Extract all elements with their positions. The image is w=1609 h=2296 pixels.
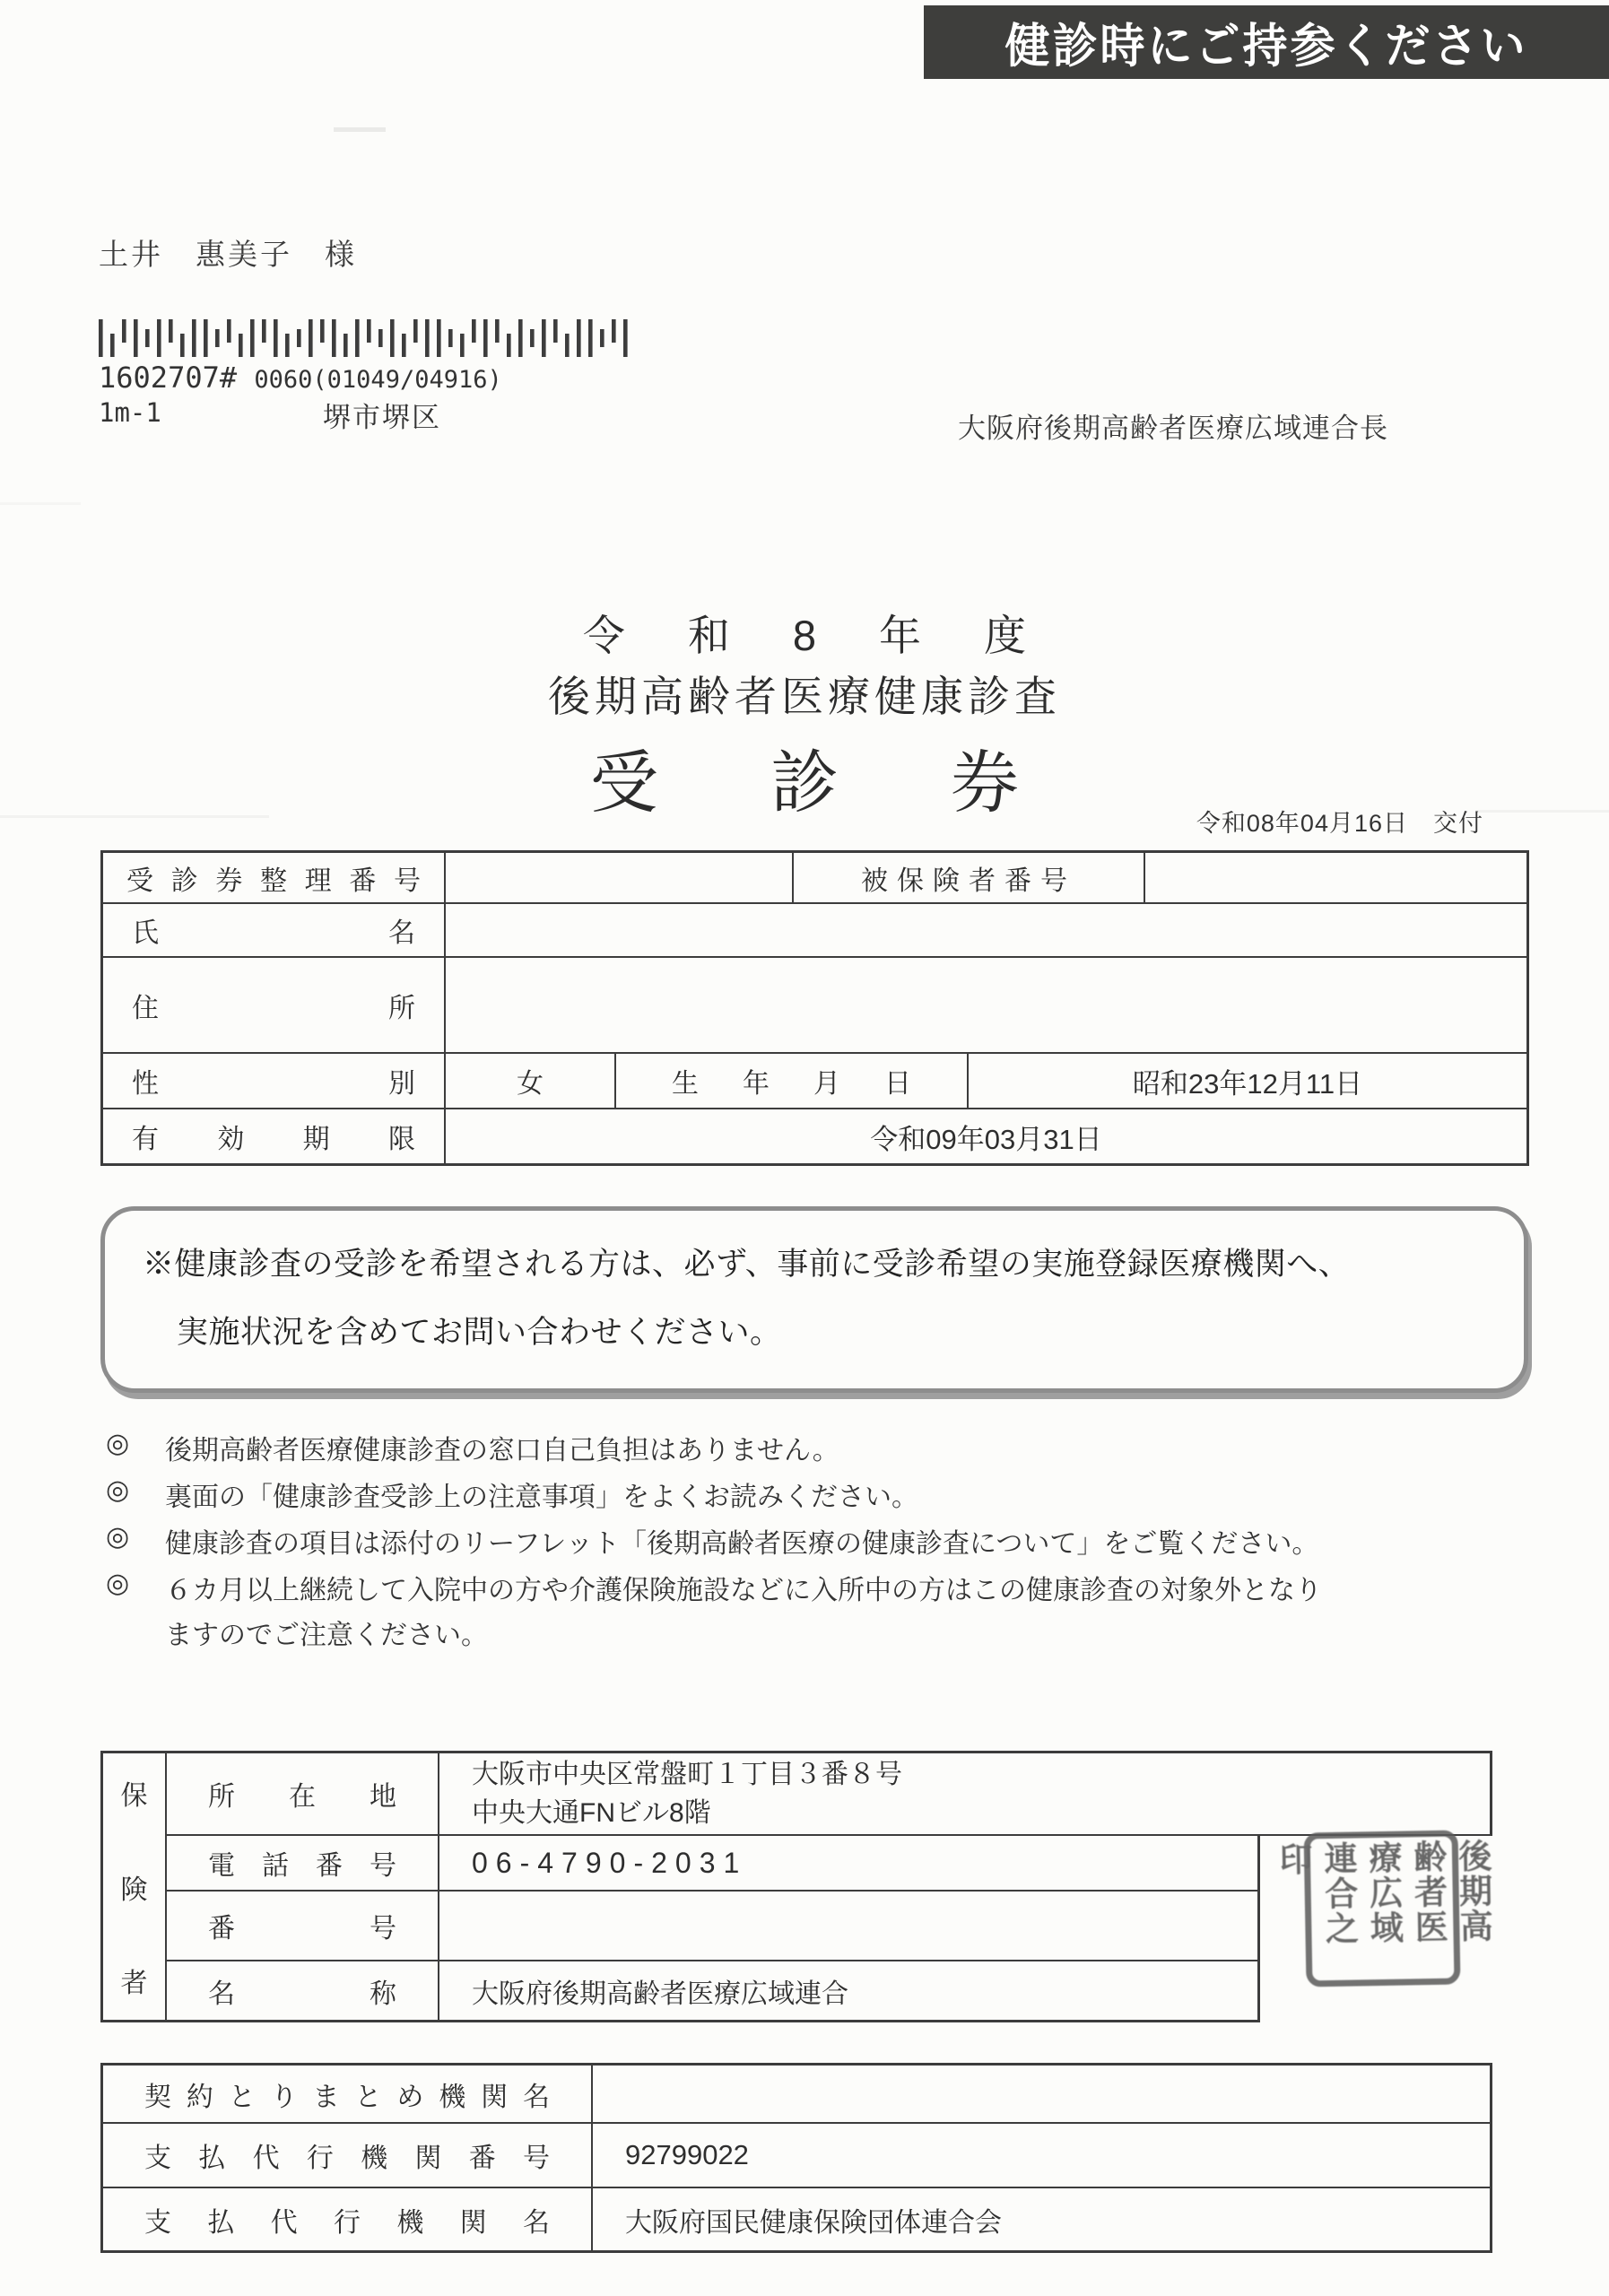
insurer-address-line2: 中央大通FNビル8階 bbox=[472, 1798, 711, 1828]
payment-agent-name-value: 大阪府国民健康保険団体連合会 bbox=[625, 2207, 1002, 2238]
ticket-number-label-cell bbox=[100, 850, 446, 904]
notice-line1: ※健康診査の受診を希望される方は、必ず、事前に受診希望の実施登録医療機関へ、 bbox=[143, 1247, 1351, 1282]
insured-number-label-cell bbox=[794, 850, 1145, 904]
payment-agent-name-label-cell bbox=[100, 2188, 593, 2253]
sex-value-cell bbox=[446, 1054, 616, 1109]
postal-barcode bbox=[99, 319, 637, 359]
insurer-side-char: 保 bbox=[120, 1781, 148, 1811]
payment-agent-number-value: 92799022 bbox=[625, 2139, 749, 2170]
birth-label-cell bbox=[616, 1054, 969, 1109]
sex-label-cell bbox=[100, 1054, 446, 1109]
scan-artifact bbox=[334, 127, 386, 132]
payment-agent-number-label: 支払代行機関番号 bbox=[144, 2144, 550, 2173]
insurer-number-label-cell bbox=[167, 1892, 439, 1961]
bullet-marker: ◎ bbox=[106, 1522, 130, 1552]
bullet-item bbox=[106, 1521, 1577, 1561]
insurer-phone-value-cell bbox=[439, 1836, 1260, 1892]
ticket-number-label: 受診券整理番号 bbox=[126, 865, 421, 896]
validity-value: 令和09年03月31日 bbox=[870, 1123, 1102, 1155]
banner-text: 健診時にご持参ください bbox=[1005, 19, 1528, 73]
title-fiscal-year: 令和8年度 bbox=[582, 612, 1090, 659]
notice-line2: 実施状況を含めてお問い合わせください。 bbox=[177, 1315, 782, 1350]
scan-artifact bbox=[0, 502, 81, 505]
bullet-text: 裏面の「健康診査受診上の注意事項」をよくお読みください。 bbox=[165, 1483, 918, 1512]
bullet-text: ６カ月以上継続して入院中の方や介護保険施設などに入所中の方はこの健康診査の対象外となり bbox=[165, 1576, 1322, 1605]
recipient-name: 土井 惠美子 様 bbox=[99, 238, 357, 271]
payment-agent-number-label-cell bbox=[100, 2124, 593, 2188]
insurer-number-value-cell bbox=[439, 1892, 1260, 1961]
mailing-code-main: 1602707# bbox=[99, 361, 238, 395]
ticket-number-value-cell bbox=[446, 850, 794, 904]
address-value-cell bbox=[446, 958, 1529, 1054]
birth-value: 昭和23年12月11日 bbox=[1132, 1067, 1363, 1100]
bullet-item bbox=[106, 1568, 1577, 1607]
mailing-code-line2: 1m-1 bbox=[99, 397, 161, 428]
payment-agent-name-label: 支払代行機関名 bbox=[144, 2207, 550, 2238]
name-label: 氏名 bbox=[132, 918, 415, 948]
seal-text: 後期高齢者医療広域連合之印 bbox=[1273, 1838, 1492, 1947]
bullet-item bbox=[106, 1428, 1577, 1467]
address-label-cell bbox=[100, 958, 446, 1054]
issue-date: 令和08年04月16日 交付 bbox=[1196, 810, 1483, 837]
name-label-cell bbox=[100, 904, 446, 958]
contract-agency-label-cell bbox=[100, 2063, 593, 2124]
bullet-text: 後期高齢者医療健康診査の窓口自己負担はありません。 bbox=[165, 1436, 839, 1465]
address-label: 住所 bbox=[132, 993, 415, 1023]
insurer-phone-label-cell bbox=[167, 1836, 439, 1892]
sex-value: 女 bbox=[517, 1069, 544, 1099]
title-voucher: 受診券 bbox=[590, 745, 1131, 822]
official-seal bbox=[1273, 1831, 1492, 1987]
insurer-address-value-cell bbox=[439, 1751, 1492, 1836]
insurer-side-char: 者 bbox=[120, 1969, 148, 1998]
insurer-address-label: 所在地 bbox=[208, 1782, 396, 1812]
insurer-phone-label: 電話番号 bbox=[208, 1851, 396, 1881]
birth-label: 生年月日 bbox=[672, 1069, 911, 1099]
bullet-marker: ◎ bbox=[106, 1569, 130, 1598]
validity-value-cell bbox=[446, 1109, 1529, 1166]
insurer-address-label-cell bbox=[167, 1751, 439, 1836]
insurer-name-value-cell bbox=[439, 1961, 1260, 2022]
mailing-code-sub: 0060(01049/04916) bbox=[254, 366, 502, 394]
name-value-cell bbox=[446, 904, 1529, 958]
bring-to-checkup-banner bbox=[924, 5, 1609, 79]
contract-agency-label: 契約とりまとめ機関名 bbox=[144, 2082, 550, 2112]
sex-label: 性別 bbox=[132, 1069, 415, 1099]
insured-number-label: 被保険者番号 bbox=[861, 865, 1076, 896]
validity-label: 有効期限 bbox=[132, 1125, 415, 1154]
payment-agent-name-value-cell bbox=[593, 2188, 1492, 2253]
insurer-name-label: 名称 bbox=[208, 1979, 396, 2009]
insured-number-value-cell bbox=[1145, 850, 1529, 904]
insurer-number-label: 番号 bbox=[208, 1914, 396, 1944]
insurer-address-line1: 大阪市中央区常盤町１丁目３番８号 bbox=[472, 1759, 902, 1789]
insurer-side-label-cell bbox=[100, 1751, 167, 2022]
bullet-item bbox=[106, 1474, 1577, 1514]
bullet-continuation: ますのでご注意ください。 bbox=[165, 1621, 488, 1650]
issuer-title: 大阪府後期高齢者医療広域連合長 bbox=[958, 413, 1388, 444]
mailing-ward: 堺市堺区 bbox=[323, 402, 441, 433]
bullet-marker: ◎ bbox=[106, 1475, 130, 1505]
title-program: 後期高齢者医療健康診査 bbox=[548, 673, 1061, 720]
contract-agency-value-cell bbox=[593, 2063, 1492, 2124]
birth-value-cell bbox=[969, 1054, 1529, 1109]
notice-box bbox=[100, 1206, 1528, 1393]
insurer-phone-value: 06-4790-2031 bbox=[472, 1846, 748, 1879]
payment-agent-number-value-cell bbox=[593, 2124, 1492, 2188]
validity-label-cell bbox=[100, 1109, 446, 1166]
bullet-marker: ◎ bbox=[106, 1429, 130, 1458]
mailing-code-line bbox=[99, 361, 502, 395]
insurer-side-char: 険 bbox=[120, 1874, 148, 1905]
insurer-name-value: 大阪府後期高齢者医療広域連合 bbox=[472, 1979, 848, 2009]
bullet-text: 健康診査の項目は添付のリーフレット「後期高齢者医療の健康診査について」をご覧ください。 bbox=[165, 1529, 1319, 1559]
insurer-name-label-cell bbox=[167, 1961, 439, 2022]
